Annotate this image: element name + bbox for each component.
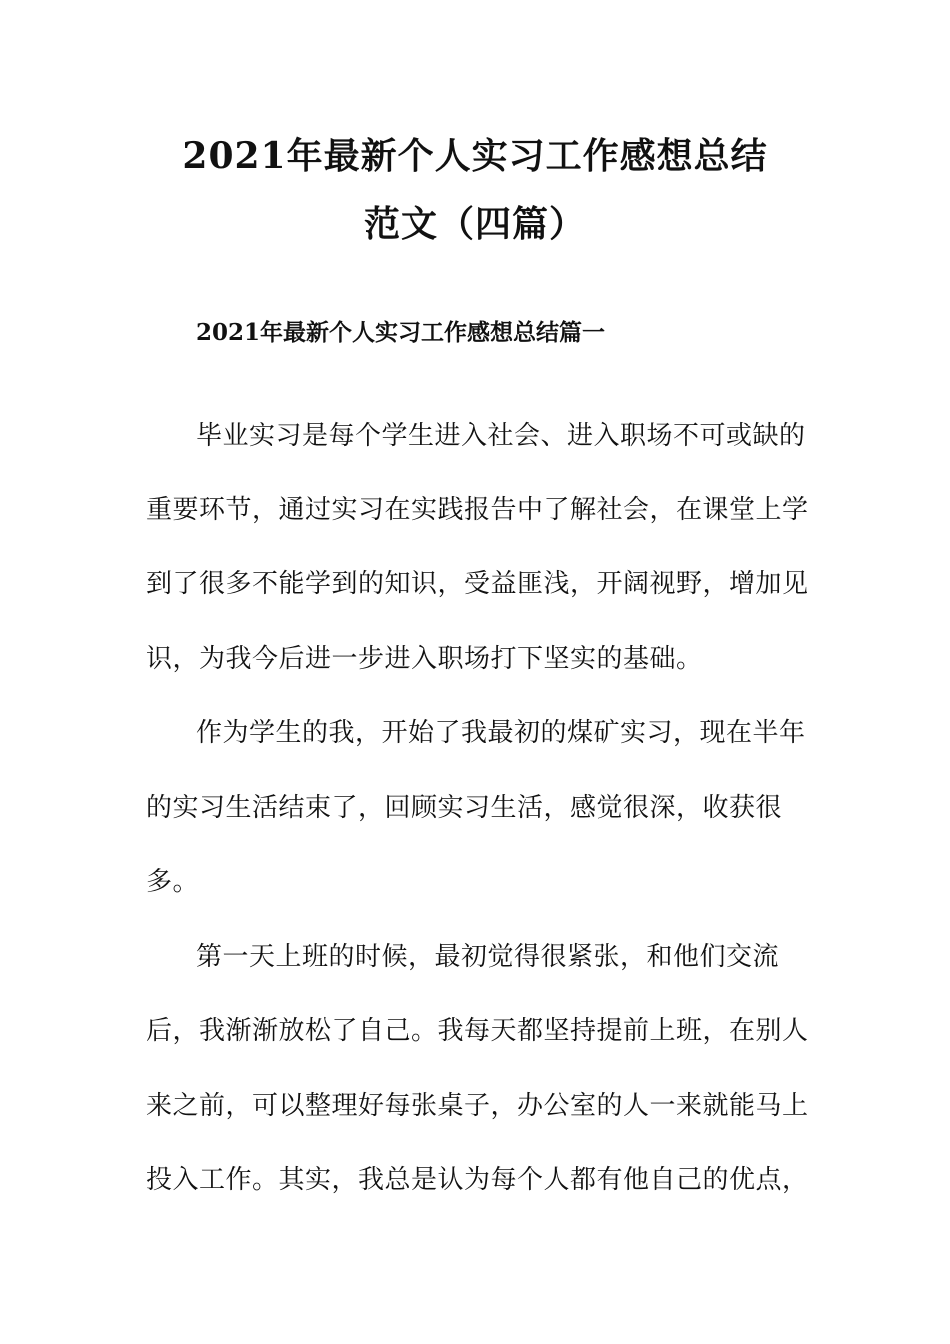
paragraph-1-line-4: 识，为我今后进一步进入职场打下坚实的基础。: [146, 644, 703, 674]
paragraph-2-line-3: 多。: [146, 867, 200, 897]
paragraph-1-line-3: 到了很多不能学到的知识，受益匪浅，开阔视野，增加见: [146, 569, 809, 599]
paragraph-3-line-3: 来之前，可以整理好每张桌子，办公室的人一来就能马上: [146, 1091, 809, 1121]
paragraph-3-line-4: 投入工作。其实，我总是认为每个人都有他自己的优点，: [146, 1165, 809, 1195]
paragraph-2-line-2: 的实习生活结束了，回顾实习生活，感觉很深，收获很: [146, 793, 783, 823]
section-heading: 2021年最新个人实习工作感想总结篇一: [196, 319, 606, 346]
paragraph-2-line-1: 作为学生的我，开始了我最初的煤矿实习，现在半年: [196, 718, 806, 748]
document-title-line-1: 2021年最新个人实习工作感想总结: [182, 135, 768, 177]
paragraph-1-line-2: 重要环节，通过实习在实践报告中了解社会，在课堂上学: [146, 495, 809, 525]
document-title-line-2: 范文（四篇）: [363, 203, 586, 245]
paragraph-3-line-1: 第一天上班的时候，最初觉得很紧张，和他们交流: [196, 942, 780, 972]
paragraph-1-line-1: 毕业实习是每个学生进入社会、进入职场不可或缺的: [196, 421, 806, 451]
paragraph-3-line-2: 后，我渐渐放松了自己。我每天都坚持提前上班，在别人: [146, 1016, 809, 1046]
